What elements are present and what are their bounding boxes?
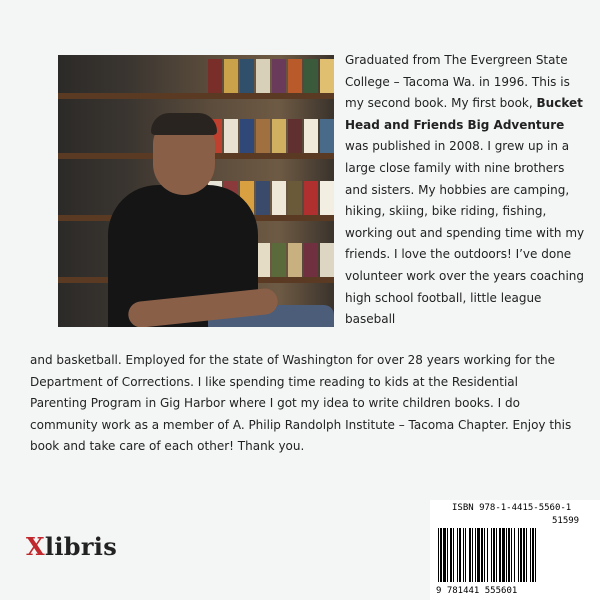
bio-continued: was published in 2008. I grew up in a large close family with nine brothers and sisters. My hobbies are camping, hiking, skiing, bike riding, fishing, working out and spending time with my friends. I love the outdoors! I’ve done volunteer work over the years coaching high school football, little league baseball — [345, 139, 585, 327]
bookshelf — [58, 93, 334, 99]
logo-text: libris — [44, 532, 118, 561]
price-code: 51599 — [552, 516, 580, 526]
publisher-logo — [26, 532, 117, 561]
logo-x: X — [26, 532, 45, 561]
ean-digits: 9 781441 555601 — [436, 586, 518, 596]
book-row — [208, 119, 334, 153]
book-row — [208, 59, 334, 93]
isbn-text: ISBN 978-1-4415-5560-1 — [452, 503, 572, 513]
author-photo — [58, 55, 334, 327]
author-bio-side — [345, 50, 590, 331]
author-bio-bottom: and basketball. Employed for the state of Washington for over 28 years working for the Department of Corrections. I like spending time reading to kids at the Residential Parenting Program in Gig Harbor where I got my idea to write children books. I do community work as a member of A. Philip Randolph Institute – Tacoma Chapter. Enjoy this book and take care of each other! Thank you. — [30, 353, 572, 454]
barcode-box — [430, 500, 600, 600]
bio-intro: Graduated from The Evergreen State College – Tacoma Wa. in 1996. This is my second book. My first book, — [345, 53, 570, 111]
first-book-title: Bucket Head and Friends Big Adventure — [345, 96, 583, 132]
barcode-bars — [436, 528, 596, 582]
person-hair — [151, 113, 217, 135]
